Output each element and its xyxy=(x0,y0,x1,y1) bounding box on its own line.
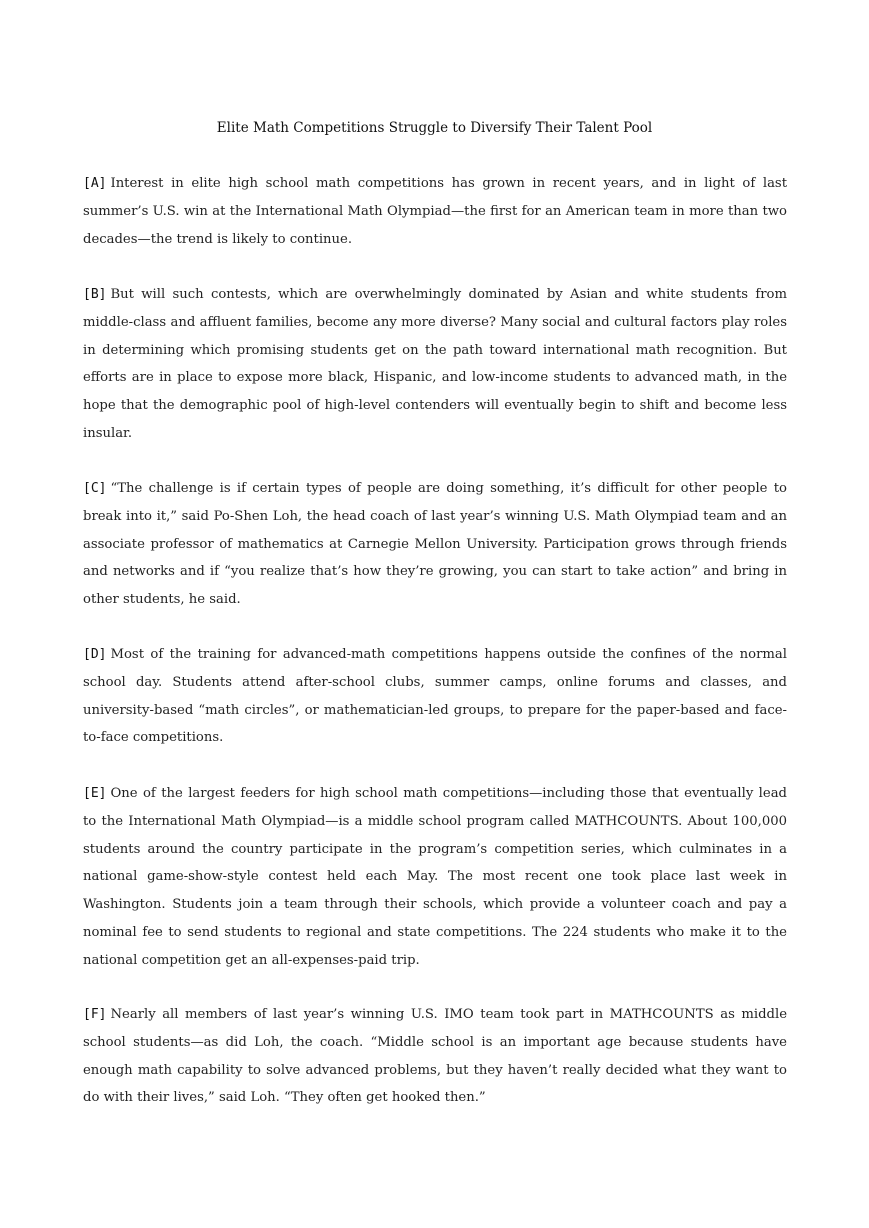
paragraph-label-f: [F] xyxy=(83,1007,107,1022)
paragraph-c xyxy=(83,475,787,614)
paragraph-label-c: [C] xyxy=(83,481,107,496)
paragraph-text-f: Nearly all members of last year’s winning U.S. IMO team took part in MATHCOUNTS as middle school students—as did Loh, the coach. “Middle school is an important age because students have enough math capability to solve advanced problems, but they haven’t really decided what they want to do with their lives,” said Loh. “They often get hooked then.” xyxy=(83,1007,787,1106)
paragraph-b xyxy=(83,281,787,448)
paragraph-text-e: One of the largest feeders for high school math competitions—including those that eventually lead to the International Math Olympiad—is a middle school program called MATHCOUNTS. About 100,000 students around the country participate in the program’s competition series, which culminates in a national game-show-style contest held each May. The most recent one took place last week in Washington. Students join a team through their schools, which provide a volunteer coach and pay a nominal fee to send students to regional and state competitions. The 224 students who make it to the national competition get an all-expenses-paid trip. xyxy=(83,786,787,968)
paragraph-f xyxy=(83,1001,787,1112)
paragraph-text-a: Interest in elite high school math competitions has grown in recent years, and in light of last summer’s U.S. win at the International Math Olympiad—the first for an American team in more than two decades—the trend is likely to continue. xyxy=(83,176,787,247)
paragraph-d xyxy=(83,641,787,752)
paragraph-a xyxy=(83,170,787,253)
paragraph-label-a: [A] xyxy=(83,176,107,191)
paragraph-text-c: “The challenge is if certain types of people are doing something, it’s difficult for other people to break into it,” said Po-Shen Loh, the head coach of last year’s winning U.S. Math Olympiad team and an associate professor of mathematics at Carnegie Mellon University. Participation grows through friends and networks and if “you realize that’s how they’re growing, you can start to take action” and bring in other students, he said. xyxy=(83,481,787,608)
paragraph-text-b: But will such contests, which are overwhelmingly dominated by Asian and white students from middle-class and affluent families, become any more diverse? Many social and cultural factors play roles in determining which promising students get on the path toward international math recognition. But efforts are in place to expose more black, Hispanic, and low-income students to advanced math, in the hope that the demographic pool of high-level contenders will eventually begin to shift and become less insular. xyxy=(83,287,787,441)
paragraph-label-e: [E] xyxy=(83,786,107,801)
paragraph-label-d: [D] xyxy=(83,647,107,662)
paragraph-text-d: Most of the training for advanced-math competitions happens outside the confines of the normal school day. Students attend after-school clubs, summer camps, online forums and classes, and university-based “math circles”, or mathematician-led groups, to prepare for the paper-based and face-to-face competitions. xyxy=(83,647,787,746)
document-title: Elite Math Competitions Struggle to Diversify Their Talent Pool xyxy=(216,120,653,136)
paragraph-e xyxy=(83,780,787,975)
paragraph-label-b: [B] xyxy=(83,287,107,302)
